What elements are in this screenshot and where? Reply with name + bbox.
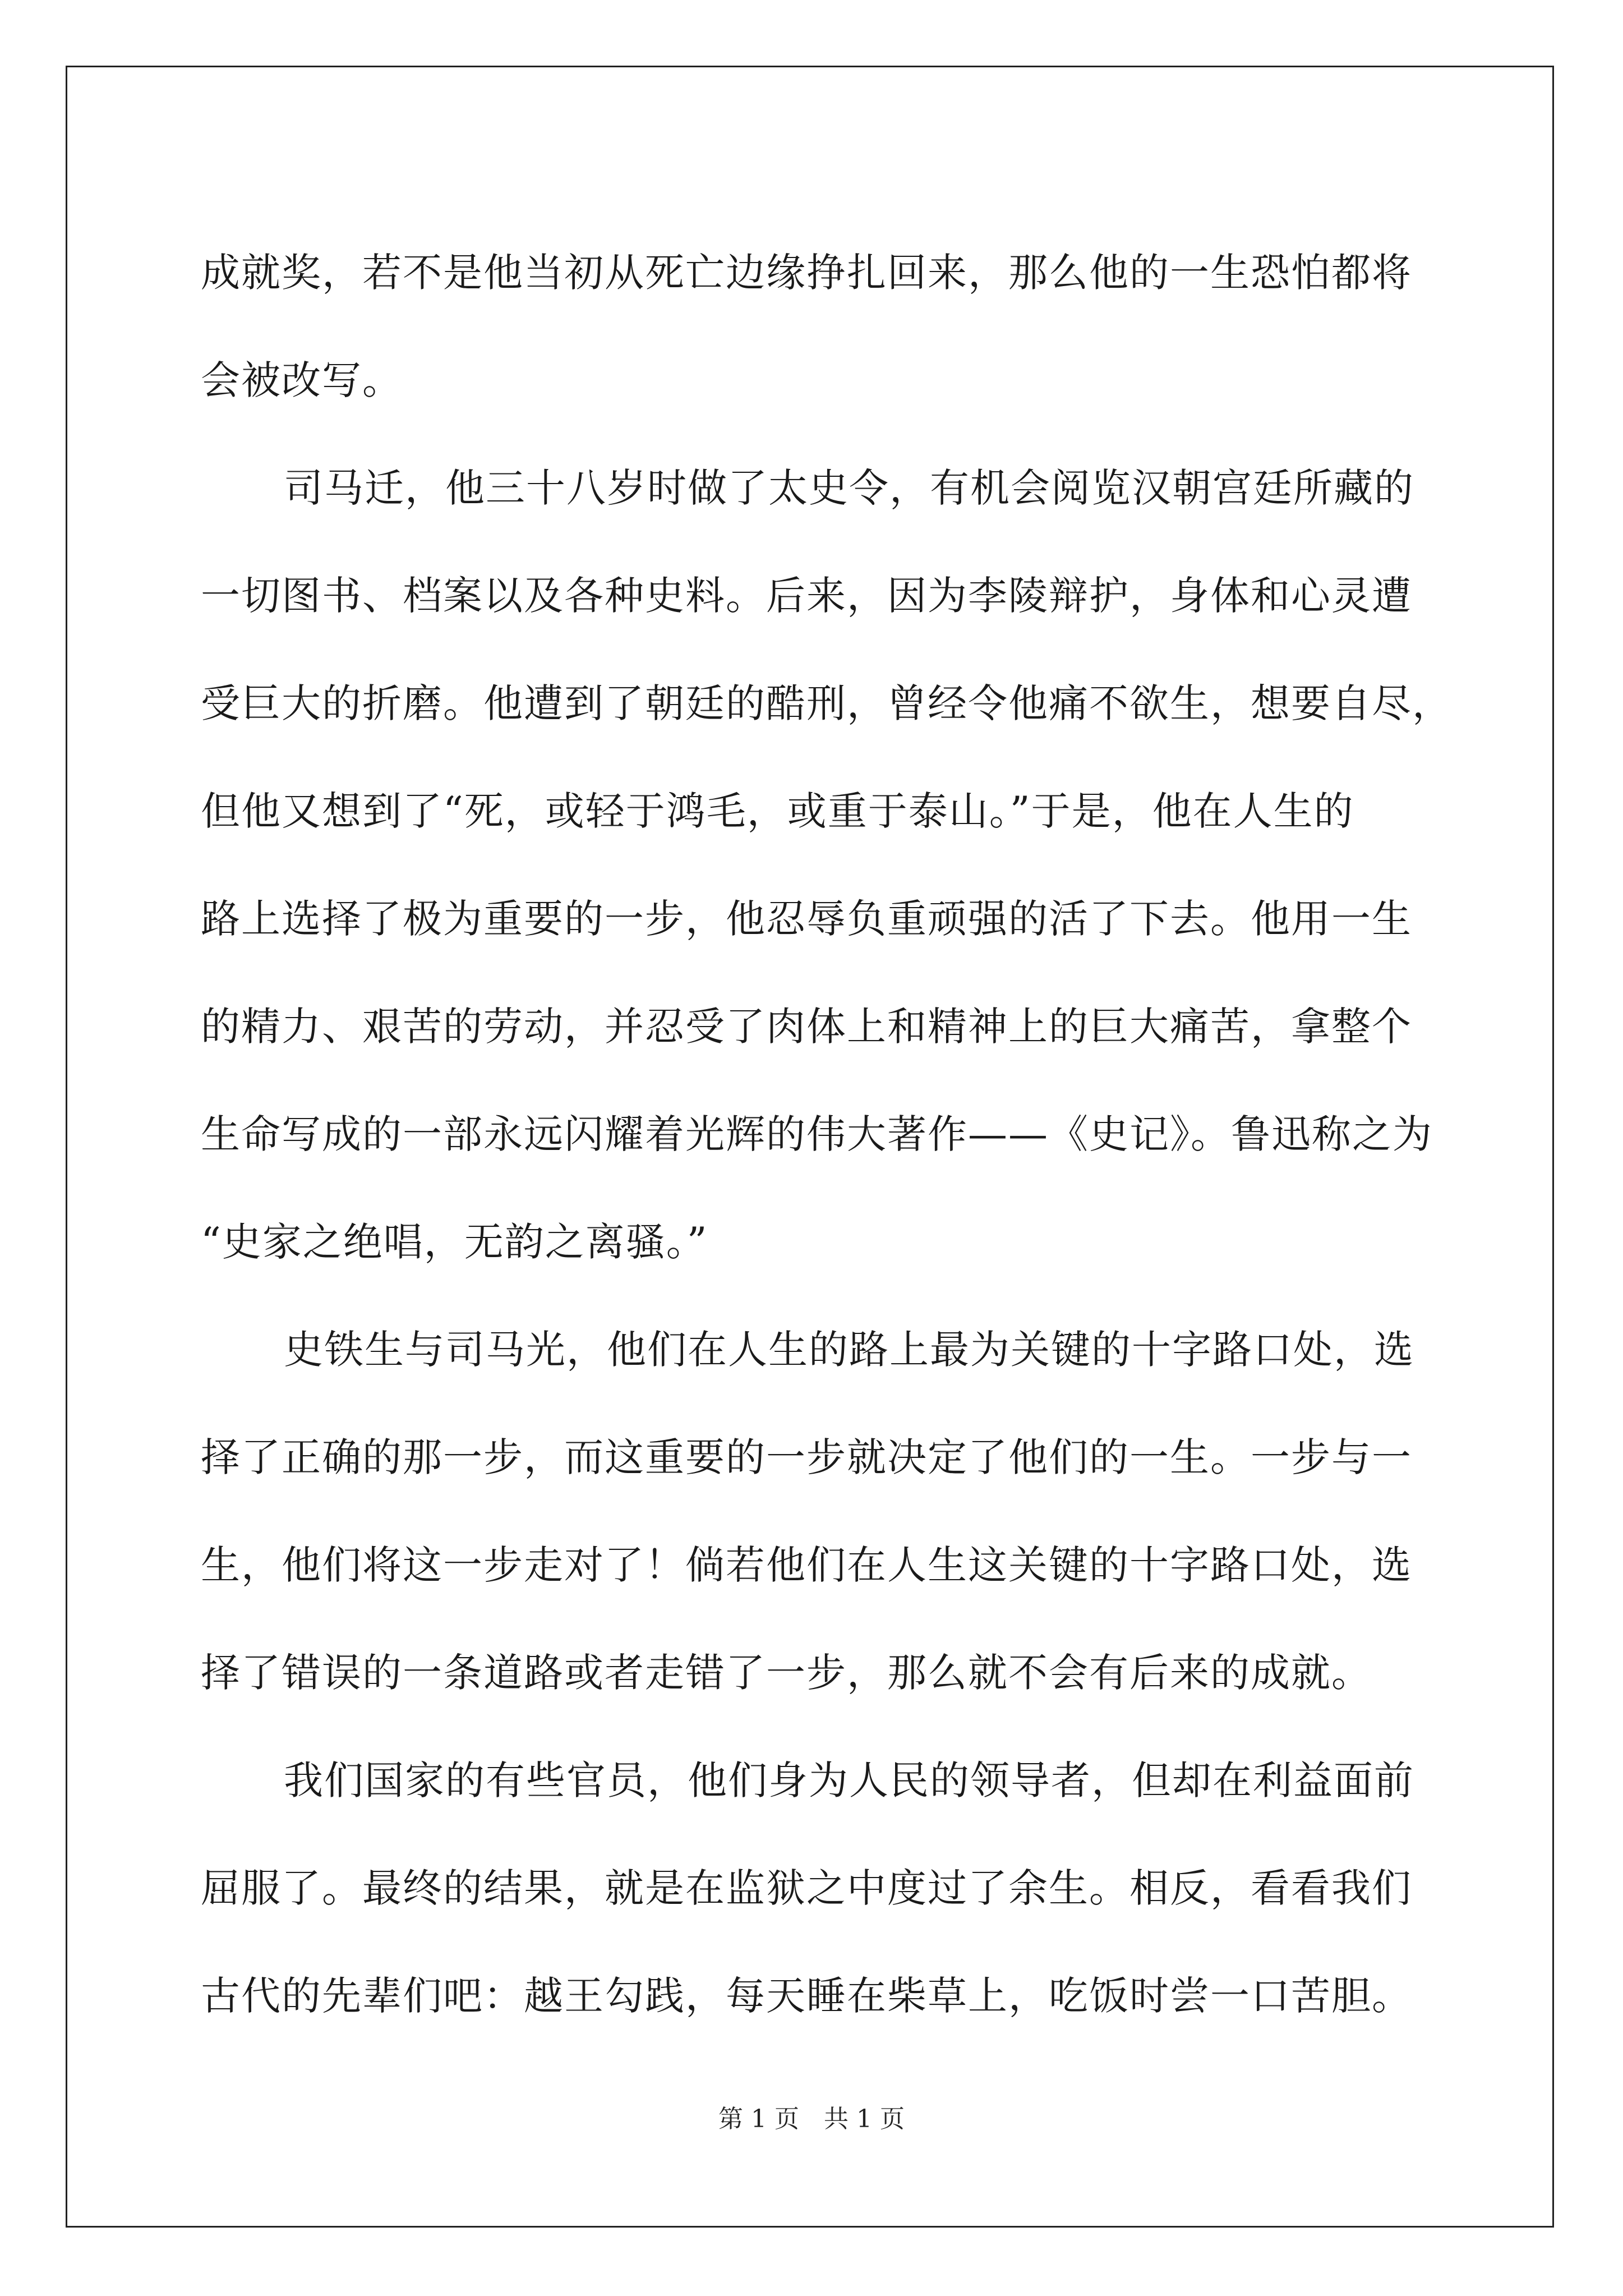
paragraph-start-line: 司马迁，他三十八岁时做了太史令，有机会阅览汉朝宫廷所藏的: [284, 465, 1414, 511]
text-line: 古代的先辈们吧：越王勾践，每天睡在柴草上，吃饭时尝一口苦胆。: [201, 1973, 1412, 2019]
text-line: 的精力、艰苦的劳动，并忍受了肉体上和精神上的巨大痛苦，拿整个: [201, 1004, 1412, 1050]
text-line: 择了正确的那一步，而这重要的一步就决定了他们的一生。一步与一: [201, 1434, 1412, 1480]
text-line: 屈服了。最终的结果，就是在监狱之中度过了余生。相反，看看我们: [201, 1865, 1412, 1911]
page-number-footer: 第 1 页 共 1 页: [718, 2105, 905, 2133]
text-line: 生，他们将这一步走对了！倘若他们在人生这关键的十字路口处，选: [201, 1542, 1412, 1588]
text-line: 路上选择了极为重要的一步，他忍辱负重顽强的活了下去。他用一生: [201, 896, 1412, 942]
text-line: 但他又想到了“死，或轻于鸿毛，或重于泰山。”于是，他在人生的: [201, 788, 1354, 834]
text-line: 受巨大的折磨。他遭到了朝廷的酷刑，曾经令他痛不欲生，想要自尽，: [201, 680, 1453, 726]
document-body: [201, 219, 1453, 2050]
text-line: 会被改写。: [201, 357, 403, 403]
paragraph-start-line: 我们国家的有些官员，他们身为人民的领导者，但却在利益面前: [284, 1757, 1414, 1803]
text-line: “史家之绝唱，无韵之离骚。”: [201, 1219, 708, 1265]
text-line: 一切图书、档案以及各种史料。后来，因为李陵辩护，身体和心灵遭: [201, 573, 1412, 619]
paragraph-start-line: 史铁生与司马光，他们在人生的路上最为关键的十字路口处，选: [284, 1327, 1414, 1373]
text-line: 生命写成的一部永远闪耀着光辉的伟大著作——《史记》。鲁迅称之为: [201, 1111, 1433, 1157]
text-line: 择了错误的一条道路或者走错了一步，那么就不会有后来的成就。: [201, 1650, 1372, 1696]
text-line: 成就奖，若不是他当初从死亡边缘挣扎回来，那么他的一生恐怕都将: [201, 250, 1412, 296]
